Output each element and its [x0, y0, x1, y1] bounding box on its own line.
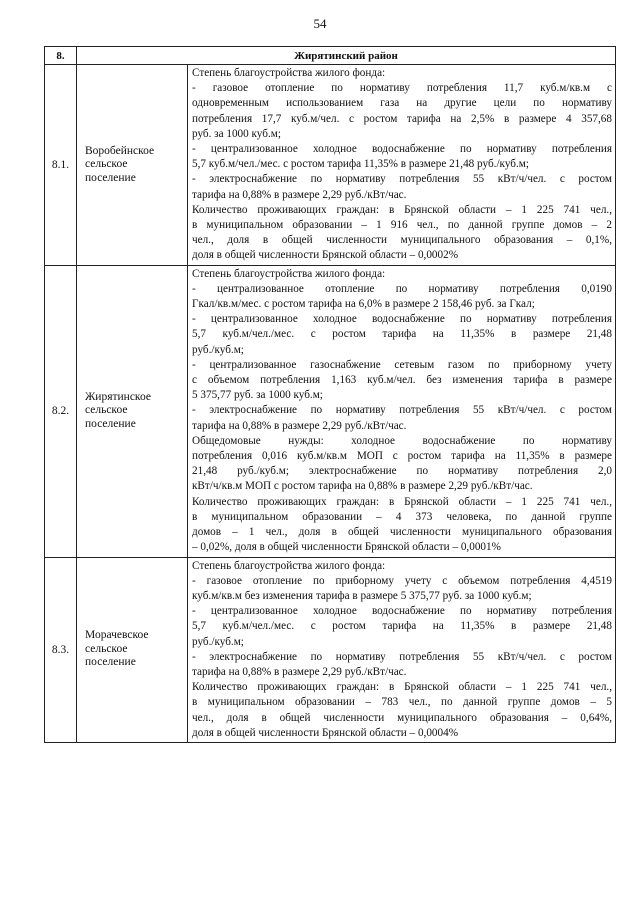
settlement-name-line: Жирятинское [85, 390, 151, 403]
description-line: Количество проживающих граждан: в Брянской области – 1 225 741 чел., [192, 495, 612, 508]
description-line: чел., доля в общей численности муниципального образования – 0,1%, [192, 234, 612, 247]
description-line: 5,7 куб.м/чел./мес. с ростом тарифа на 11,35% в размере 21,48 [192, 620, 612, 633]
description-line: в муниципальном образовании – 1 916 чел., по данной группе домов – 2 [192, 219, 612, 232]
description-line: - газовое отопление по приборному учету с объемом потребления 4,4519 [192, 574, 612, 587]
description-line: кВт/ч/кв.м МОП с ростом тарифа на 0,88% в размере 2,29 руб./кВт/час. [192, 480, 533, 493]
settlement-name-line: сельское [85, 158, 128, 171]
settlement-name [77, 557, 188, 742]
row-number: 8.1. [45, 65, 77, 266]
settlement-name-line: сельское [85, 404, 128, 417]
description-line: куб.м/кв.м без изменения тарифа в размере 5 375,77 руб. за 1000 куб.м; [192, 589, 532, 602]
section-number: 8. [45, 47, 77, 65]
description-line: - электроснабжение по нормативу потребления 55 кВт/ч/чел. с ростом [192, 650, 612, 663]
description-line: руб./куб.м; [192, 343, 244, 356]
description-line: - электроснабжение по нормативу потребления 55 кВт/ч/чел. с ростом [192, 173, 612, 186]
description-line: Степень благоустройства жилого фонда: [192, 559, 386, 572]
settlement-description [188, 65, 616, 266]
settlement-description [188, 557, 616, 742]
description-line: 5,7 куб.м/чел./мес. с ростом тарифа на 11,35% в размере 21,48 [192, 328, 612, 341]
description-line: в муниципальном образовании – 783 чел., по данной группе домов – 5 [192, 696, 612, 709]
settlement-name [77, 65, 188, 266]
page-number: 54 [313, 16, 327, 31]
settlement-description [188, 265, 616, 557]
settlement-name-line: Воробейнское [85, 144, 155, 157]
description-line: 5 375,77 руб. за 1000 куб.м; [192, 389, 323, 402]
settlement-name-line: поселение [85, 656, 136, 669]
settlement-name [77, 265, 188, 557]
description-line: потребления 17,7 куб.м/чел. с ростом тарифа на 2,5% в размере 4 357,68 [192, 112, 612, 125]
settlement-name-line: Морачевское [85, 629, 149, 642]
table-row [45, 557, 616, 742]
description-line: Общедомовые нужды: холодное водоснабжение по нормативу [192, 434, 612, 447]
description-line: - централизованное холодное водоснабжение по нормативу потребления [192, 313, 612, 326]
table-row [45, 65, 616, 266]
description-line: с объемом потребления 1,163 куб.м/чел. без изменения тарифа в размере [192, 374, 612, 387]
region-table [44, 46, 616, 743]
section-title: Жирятинский район [77, 47, 616, 65]
settlement-name-line: поселение [85, 171, 136, 184]
description-line: Количество проживающих граждан: в Брянской области – 1 225 741 чел., [192, 203, 612, 216]
section-header-row [45, 47, 616, 65]
description-line: 21,48 руб./куб.м; электроснабжение по нормативу потребления 2,0 [192, 465, 612, 478]
description-line: потребления 0,016 куб.м/кв.м МОП с ростом тарифа на 11,35% в размере [192, 450, 612, 463]
settlement-name-line: поселение [85, 417, 136, 430]
description-line: одновременным использованием газа на другие цели по нормативу [192, 97, 612, 110]
description-line: – 0,02%, доля в общей численности Брянской области – 0,0001% [192, 541, 501, 554]
description-line: тарифа на 0,88% в размере 2,29 руб./кВт/час. [192, 665, 407, 678]
description-line: руб. за 1000 куб.м; [192, 127, 281, 140]
description-line: - газовое отопление по нормативу потребления 11,7 куб.м/кв.м с [192, 82, 612, 95]
description-line: доля в общей численности Брянской области – 0,0002% [192, 249, 459, 262]
description-line: - централизованное холодное водоснабжение по нормативу потребления [192, 143, 612, 156]
description-line: - централизованное отопление по нормативу потребления 0,0190 [192, 282, 612, 295]
table-row [45, 265, 616, 557]
description-line: 5,7 куб.м/чел./мес. с ростом тарифа 11,35% в размере 21,48 руб./куб.м; [192, 158, 529, 171]
description-line: доля в общей численности Брянской области – 0,0004% [192, 726, 459, 739]
description-line: - централизованное газоснабжение сетевым газом по приборному учету [192, 358, 612, 371]
description-line: Степень благоустройства жилого фонда: [192, 67, 386, 79]
description-line: Количество проживающих граждан: в Брянской области – 1 225 741 чел., [192, 681, 612, 694]
description-line: тарифа на 0,88% в размере 2,29 руб./кВт/час. [192, 419, 407, 432]
description-line: домов – 1 чел., доля в общей численности муниципального образования [192, 526, 612, 539]
settlement-name-line: сельское [85, 642, 128, 655]
description-line: Гкал/кв.м/мес. с ростом тарифа на 6,0% в размере 2 158,46 руб. за Гкал; [192, 298, 535, 311]
description-line: - централизованное холодное водоснабжение по нормативу потребления [192, 605, 612, 618]
description-line: руб./куб.м; [192, 635, 244, 648]
description-line: Степень благоустройства жилого фонда: [192, 267, 386, 280]
description-line: - электроснабжение по нормативу потребления 55 кВт/ч/чел. с ростом [192, 404, 612, 417]
description-line: чел., доля в общей численности муниципального образования – 0,64%, [192, 711, 612, 724]
description-line: тарифа на 0,88% в размере 2,29 руб./кВт/час. [192, 188, 407, 201]
row-number: 8.3. [45, 557, 77, 742]
description-line: в муниципальном образовании – 4 373 человека, по данной группе [192, 510, 612, 523]
row-number: 8.2. [45, 265, 77, 557]
